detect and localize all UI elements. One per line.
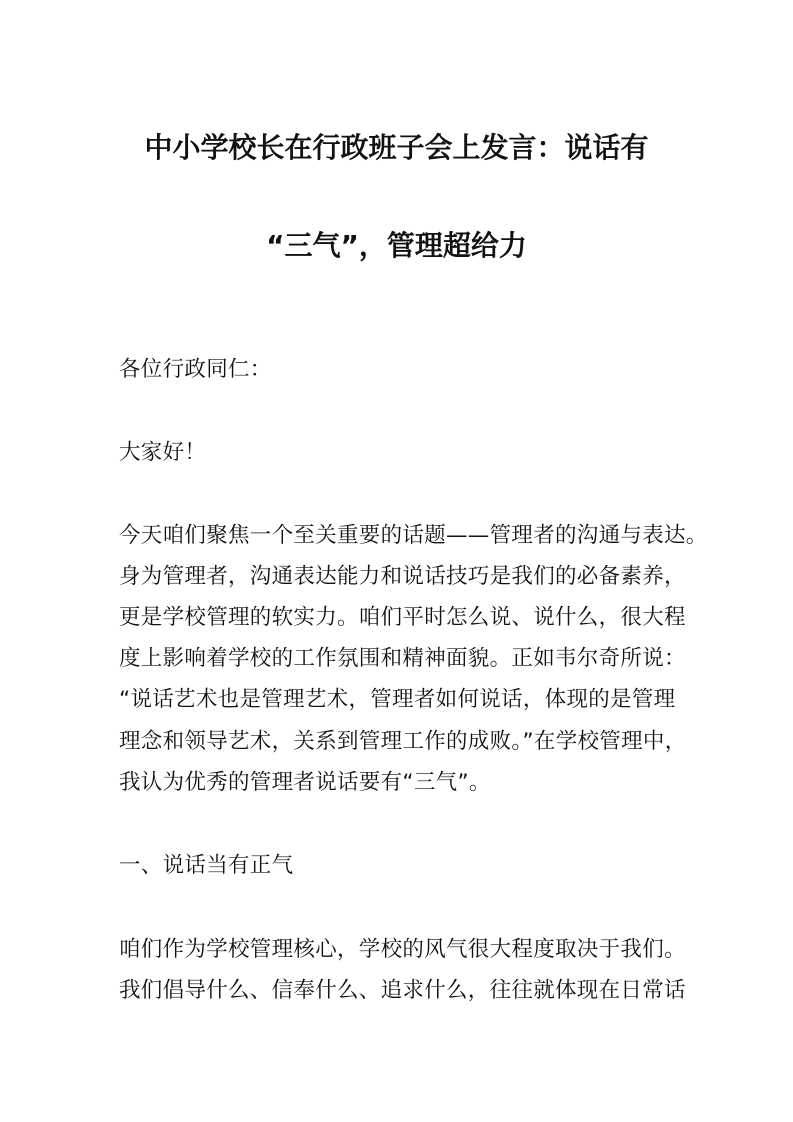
section-heading: 一、说话当有正气 — [119, 853, 294, 878]
salutation: 各位行政同仁： — [119, 357, 272, 382]
paragraph-line: 咱们作为学校管理核心，学校的风气很大程度取决于我们。 — [119, 937, 686, 962]
paragraph-line: 我认为优秀的管理者说话要有“三气”。 — [119, 770, 491, 795]
document-title-line-2: “三气”，管理超给力 — [266, 229, 527, 262]
greeting: 大家好！ — [119, 440, 207, 465]
paragraph-line: 我们倡导什么、信奉什么、追求什么，往往就体现在日常话 — [119, 978, 686, 1003]
document-title-line-1: 中小学校长在行政班子会上发言：说话有 — [144, 131, 649, 164]
paragraph-line: 理念和领导艺术，关系到管理工作的成败。”在学校管理中， — [119, 729, 687, 754]
paragraph-line: 身为管理者，沟通表达能力和说话技巧是我们的必备素养， — [119, 564, 686, 589]
paragraph-line: 更是学校管理的软实力。咱们平时怎么说、说什么，很大程 — [119, 605, 686, 630]
paragraph-line: “说话艺术也是管理艺术，管理者如何说话，体现的是管理 — [119, 687, 676, 712]
paragraph-line: 度上影响着学校的工作氛围和精神面貌。正如韦尔奇所说： — [119, 646, 686, 671]
paragraph-line: 今天咱们聚焦一个至关重要的话题——管理者的沟通与表达。 — [119, 523, 708, 548]
